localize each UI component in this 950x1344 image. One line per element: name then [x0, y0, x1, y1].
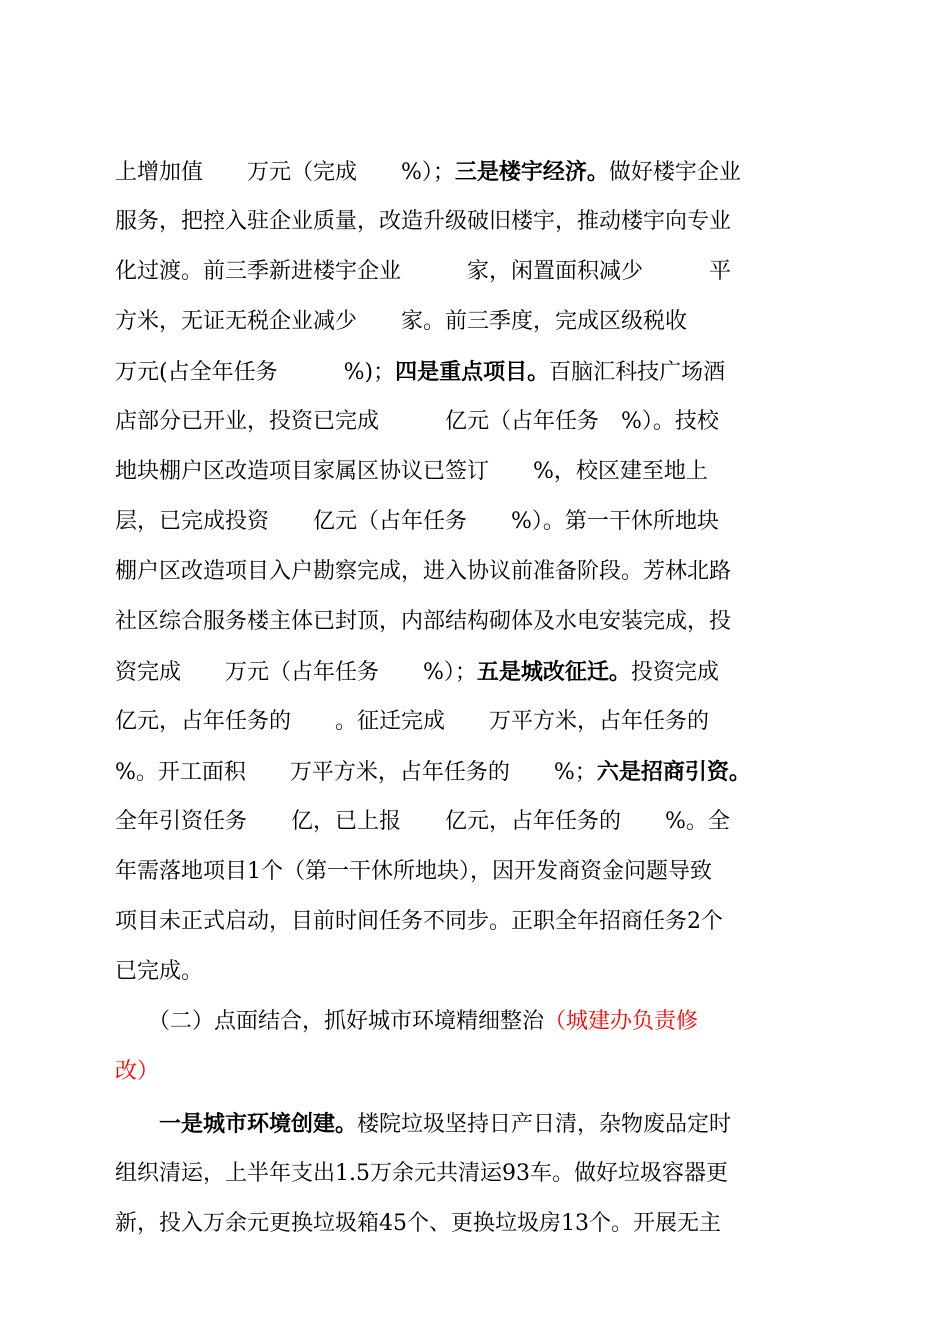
- text-line: [115, 605, 835, 639]
- text-line: [115, 805, 835, 839]
- body-text: 棚户区改造项目入户勘察完成，进入协议前准备阶段。芳林北路: [115, 559, 732, 584]
- text-line: [115, 1207, 835, 1241]
- text-line: [115, 355, 835, 389]
- bold-heading-text: 一是城市环境创建。: [159, 1111, 358, 1137]
- text-line: [115, 505, 835, 539]
- text-line: [115, 755, 835, 789]
- body-text: %。开工面积 万平方米，占年任务的 %；: [115, 760, 597, 785]
- body-text: 全年引资任务 亿，已上报 亿元，占年任务的 %。全: [115, 809, 730, 834]
- body-text: 万元(占全年任务 %)；: [115, 360, 396, 385]
- text-line: [115, 855, 835, 889]
- bold-heading-text: 五是城改征迁。: [476, 659, 631, 685]
- body-text: 服务，把控入驻企业质量，改造升级破旧楼宇，推动楼宇向专业: [115, 209, 732, 234]
- text-line: [115, 1055, 835, 1089]
- text-line: [115, 1005, 835, 1039]
- text-line: [115, 955, 835, 989]
- body-text: （二）点面结合，抓好城市环境精细整治: [115, 1009, 545, 1034]
- body-text: 上增加值 万元（完成 %）；: [115, 160, 455, 185]
- body-text: 地块棚户区改造项目家属区协议已签订 %，校区建至地上: [115, 459, 708, 484]
- body-text: 方米，无证无税企业减少 家。前三季度，完成区级税收: [115, 309, 688, 334]
- text-line: [115, 555, 835, 589]
- red-note-text: 改）: [115, 1059, 160, 1084]
- text-line: [115, 905, 835, 939]
- bold-heading-text: 四是重点项目。: [395, 359, 550, 385]
- body-text: 社区综合服务楼主体已封顶，内部结构砌体及水电安装完成，投: [115, 609, 732, 634]
- body-text: 组织清运，上半年支出1.5万余元共清运93车。做好垃圾容器更: [115, 1161, 728, 1186]
- body-text: 项目未正式启动，目前时间任务不同步。正职全年招商任务2个: [115, 909, 723, 934]
- body-text: 资完成 万元（占年任务 %）；: [115, 660, 477, 685]
- text-line: [115, 655, 835, 689]
- body-text: 亿元，占年任务的 。征迁完成 万平方米，占年任务的: [115, 709, 710, 734]
- text-line: [115, 1157, 835, 1191]
- body-text: 已完成。: [115, 959, 204, 984]
- body-text: 做好楼宇企业: [608, 160, 741, 185]
- body-text: 层，已完成投资 亿元（占年任务 %）。第一干休所地块: [115, 509, 719, 534]
- text-line: [115, 455, 835, 489]
- body-text: 年需落地项目1个（第一干休所地块），因开发商资金问题导致: [115, 859, 712, 884]
- body-text: 投资完成: [630, 660, 719, 685]
- text-line: [115, 205, 835, 239]
- text-line: [115, 1107, 835, 1141]
- bold-heading-text: 六是招商引资。: [596, 759, 751, 785]
- body-text: 百脑汇科技广场酒: [549, 360, 726, 385]
- body-text: 新，投入万余元更换垃圾箱45个、更换垃圾房13个。开展无主: [115, 1211, 721, 1236]
- text-line: [115, 305, 835, 339]
- bold-heading-text: 三是楼宇经济。: [454, 159, 609, 185]
- body-text: 店部分已开业，投资已完成 亿元（占年任务 %）。技校: [115, 409, 719, 434]
- text-line: [115, 255, 835, 289]
- text-line: [115, 405, 835, 439]
- body-text: 楼院垃圾坚持日产日清，杂物废品定时: [357, 1112, 732, 1137]
- body-text: [115, 1112, 159, 1137]
- body-text: 化过渡。前三季新进楼宇企业 家，闲置面积减少 平: [115, 259, 732, 284]
- text-line: [115, 705, 835, 739]
- text-line: [115, 155, 835, 189]
- red-note-text: （城建办负责修: [544, 1009, 699, 1034]
